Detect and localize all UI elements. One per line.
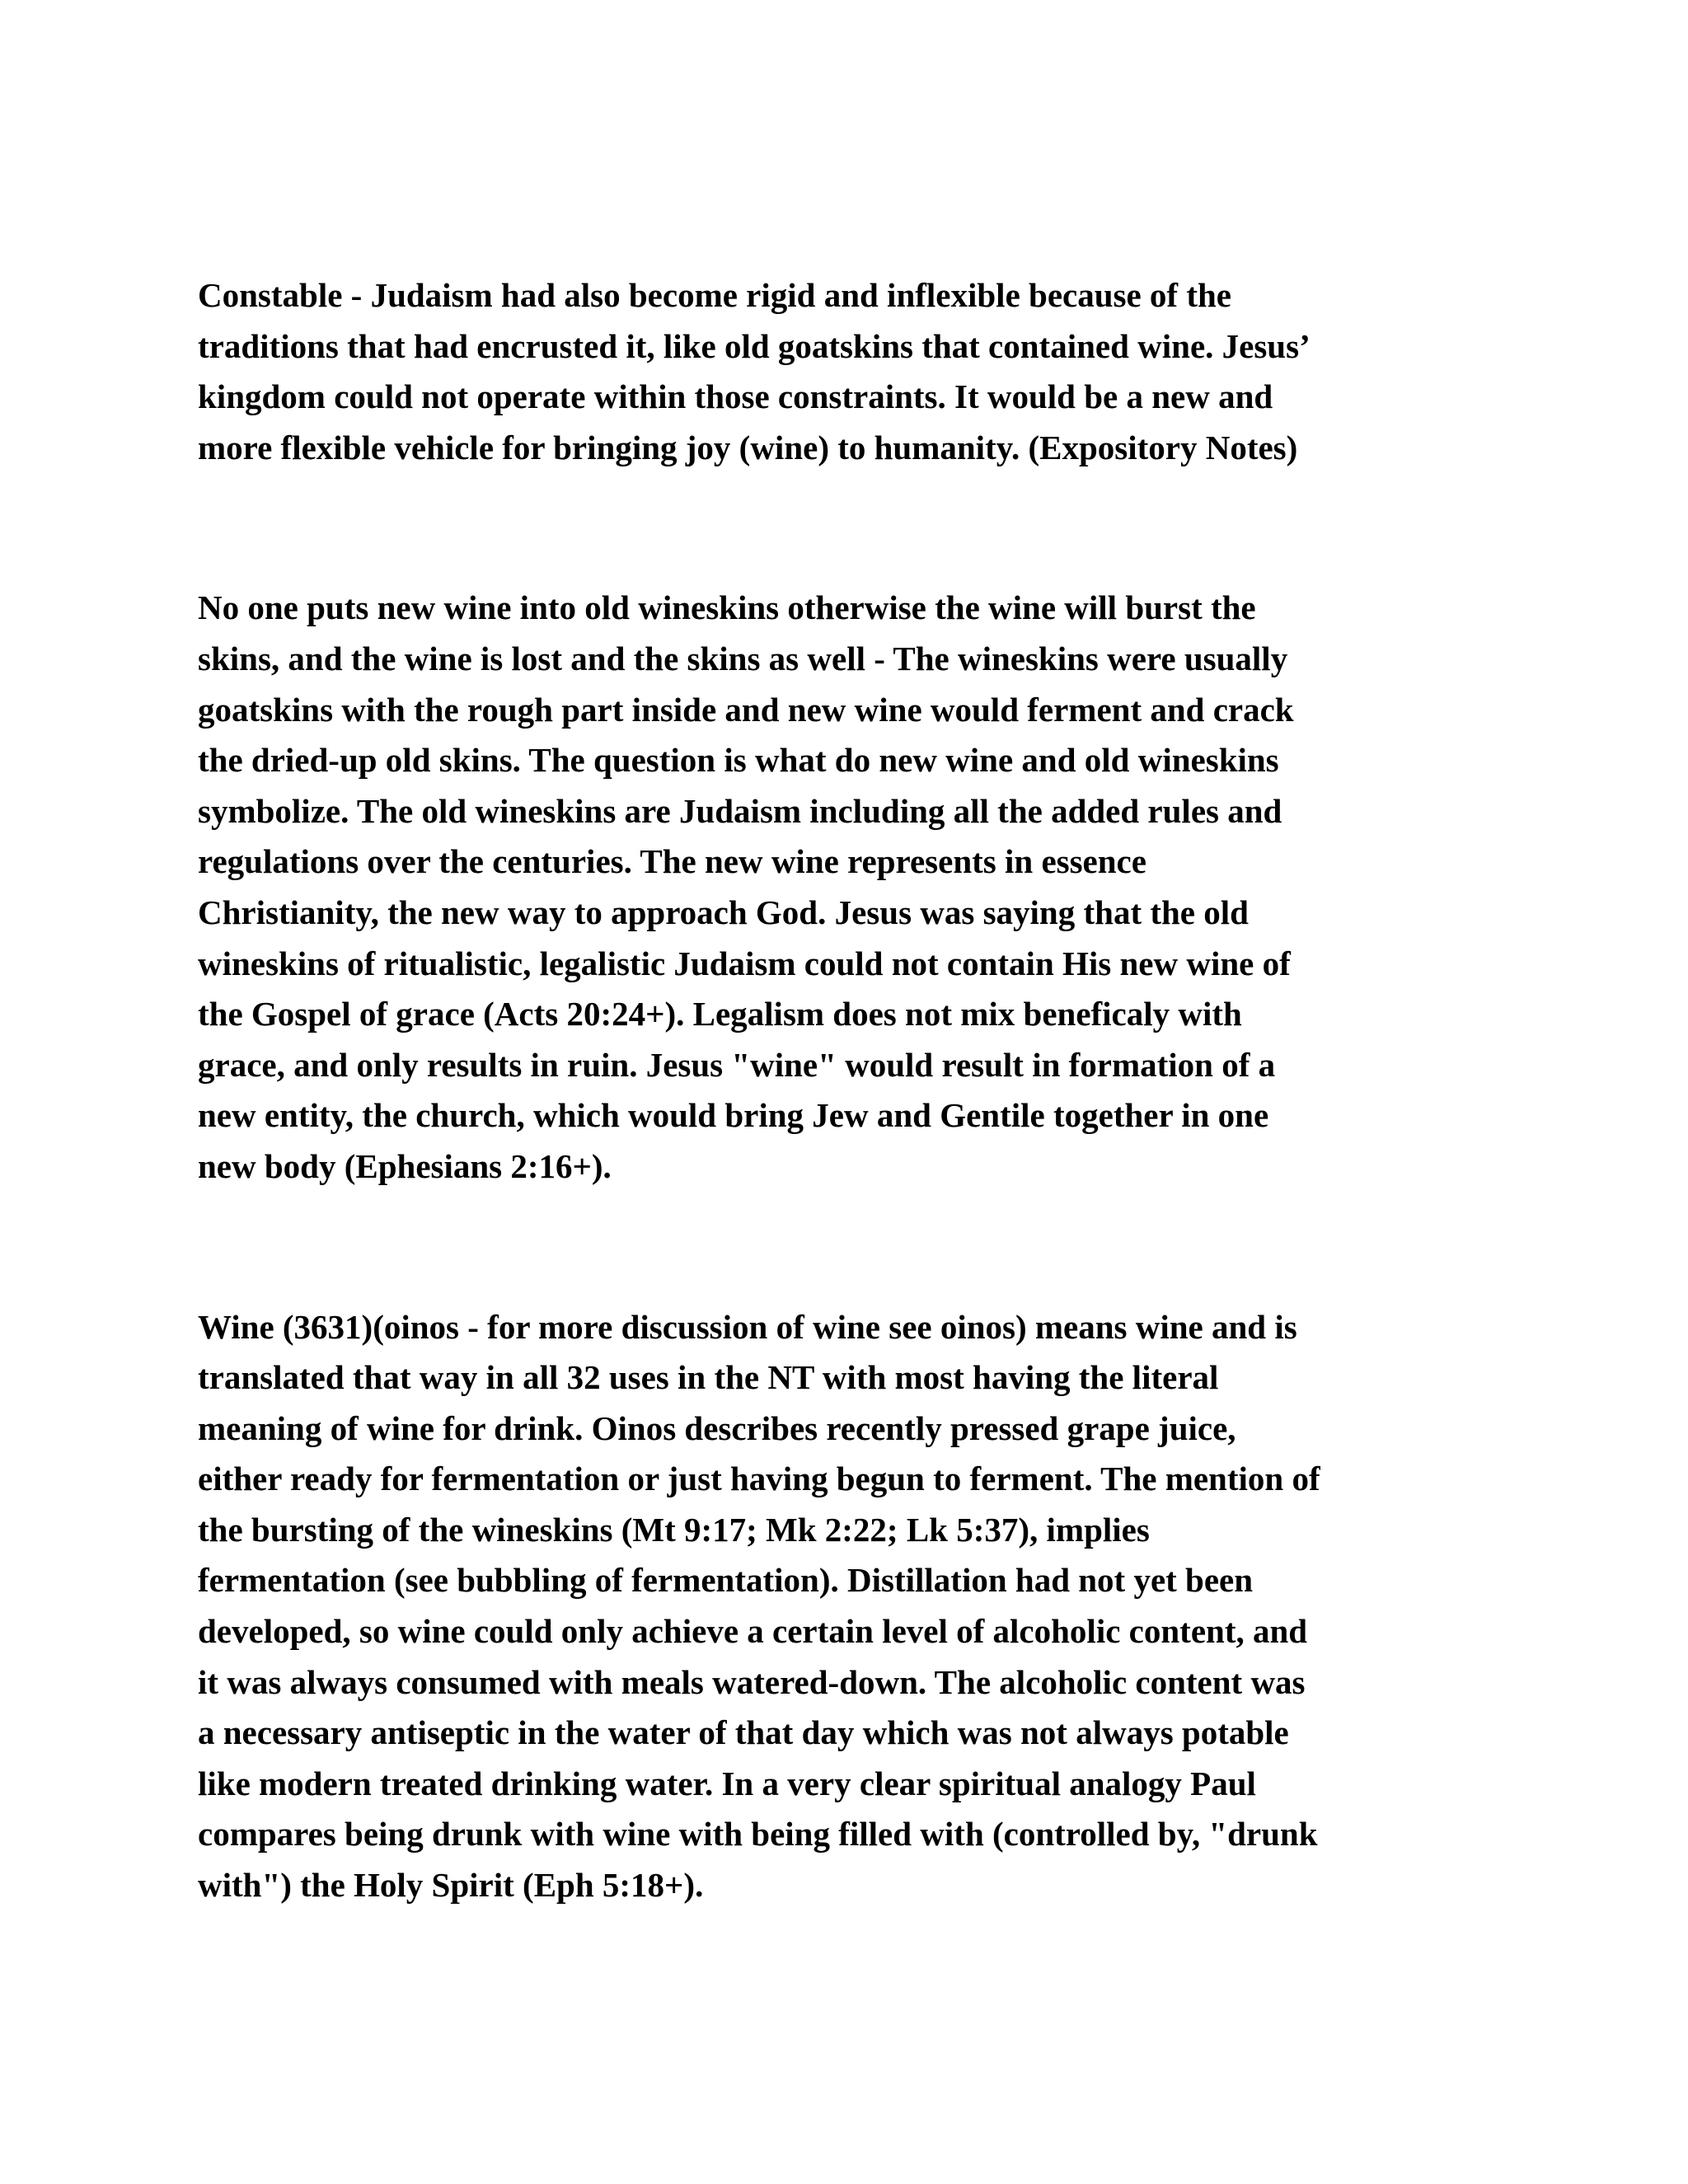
document-body bbox=[198, 270, 1508, 1911]
paragraph-constable: Constable - Judaism had also become rigid and inflexible because of the traditions that had encrusted it, like old goatskins that contained wine. Jesus’ kingdom could not operate within those constraints. It would be a new and more flexible vehicle for bringing joy (wine) to humanity. (Expository Notes) bbox=[198, 276, 1311, 466]
paragraph-new-wine-old-wineskins: No one puts new wine into old wineskins otherwise the wine will burst the skins, and the wine is lost and the skins as well - The wineskins were usually goatskins with the rough part inside and new wine would ferment and crack the dried-up old skins. The question is what do new wine and old wineskins symbolize. The old wineskins are Judaism including all the added rules and regulations over the centuries. The new wine represents in essence Christianity, the new way to approach God. Jesus was saying that the old wineskins of ritualistic, legalistic Judaism could not contain His new wine of the Gospel of grace (Acts 20:24+). Legalism does not mix beneficaly with grace, and only results in ruin. Jesus "wine" would result in formation of a new entity, the church, which would bring Jew and Gentile together in one new body (Ephesians 2:16+). bbox=[198, 588, 1294, 1185]
paragraph-wine-oinos: Wine (3631)(oinos - for more discussion of wine see oinos) means wine and is translated that way in all 32 uses in the NT with most having the literal meaning of wine for drink. Oinos describes recently pressed grape juice, either ready for fermentation or just having begun to ferment. The mention of the bursting of the wineskins (Mt 9:17; Mk 2:22; Lk 5:37), implies fermentation (see bubbling of fermentation). Distillation had not yet been developed, so wine could only achieve a certain level of alcoholic content, and it was always consumed with meals watered-down. The alcoholic content was a necessary antiseptic in the water of that day which was not always potable like modern treated drinking water. In a very clear spiritual analogy Paul compares being drunk with wine with being filled with (controlled by, "drunk with") the Holy Spirit (Eph 5:18+). bbox=[198, 1307, 1320, 1905]
